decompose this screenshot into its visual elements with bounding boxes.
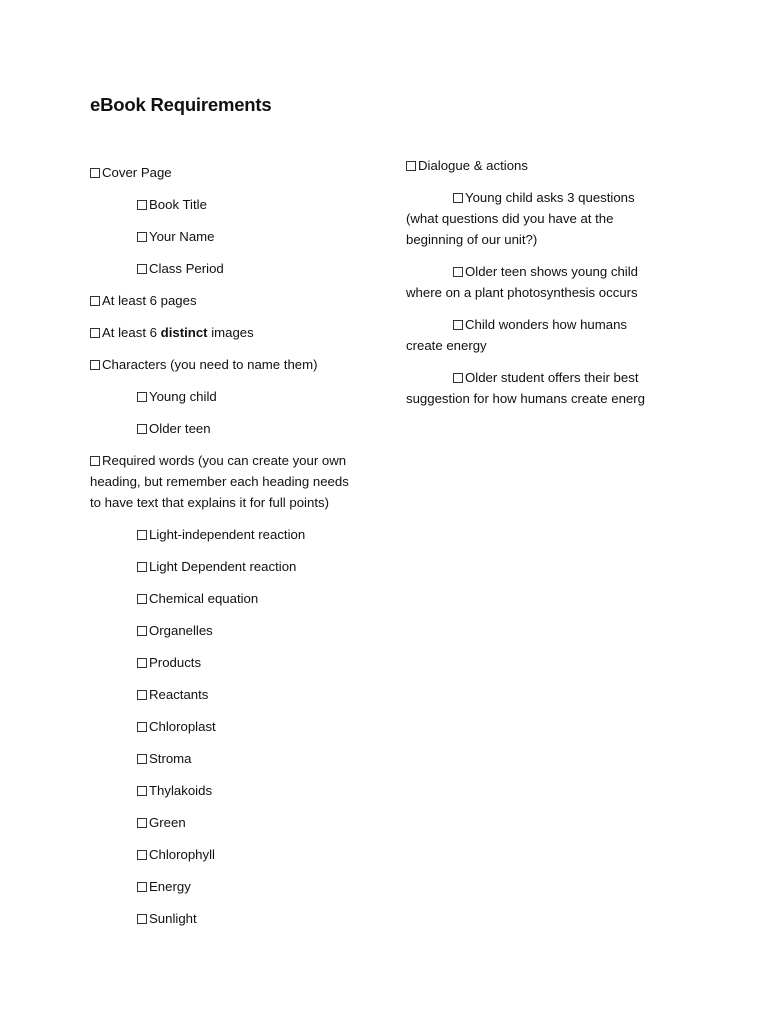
item-label: Light-independent reaction [149, 527, 306, 542]
item-label: Green [149, 815, 186, 830]
item-label-line-1: Older teen shows young child [465, 264, 639, 279]
checklist-item-sunlight [90, 908, 375, 929]
item-label: Young child [149, 389, 217, 404]
checkbox-icon[interactable] [453, 267, 463, 277]
checkbox-icon[interactable] [137, 722, 147, 732]
item-label: Energy [149, 879, 191, 894]
item-label-line-2: create energy [406, 338, 487, 353]
checkbox-icon[interactable] [137, 658, 147, 668]
checkbox-icon[interactable] [137, 424, 147, 434]
page-title: eBook Requirements [90, 94, 272, 115]
checklist-item-required-words [90, 450, 375, 513]
item-label-line-1: Older student offers their best [465, 370, 639, 385]
checkbox-icon[interactable] [137, 626, 147, 636]
item-label-line-2: where on a plant photosynthesis occurs [406, 285, 638, 300]
item-label-line-1: Child wonders how humans [465, 317, 627, 332]
checklist-item-your-name [90, 226, 375, 247]
checklist-item-light-independent [90, 524, 375, 545]
checklist-item-products [90, 652, 375, 673]
checklist-item-young-child-questions [406, 187, 671, 250]
item-label: At least 6 pages [102, 293, 197, 308]
checklist-item-energy [90, 876, 375, 897]
checkbox-icon[interactable] [137, 232, 147, 242]
checkbox-icon[interactable] [137, 594, 147, 604]
checklist-item-characters [90, 354, 375, 375]
item-label-line-1: Required words (you can create your own [102, 453, 347, 468]
checklist-item-class-period [90, 258, 375, 279]
item-label-prefix: At least 6 [102, 325, 161, 340]
checklist-item-student-suggestion [406, 367, 671, 409]
checkbox-icon[interactable] [137, 562, 147, 572]
checklist-item-dialogue [406, 155, 671, 176]
checkbox-icon[interactable] [137, 786, 147, 796]
item-label: Older teen [149, 421, 211, 436]
checkbox-icon[interactable] [137, 200, 147, 210]
checkbox-icon[interactable] [406, 161, 416, 171]
checklist-item-chlorophyll [90, 844, 375, 865]
checkbox-icon[interactable] [453, 320, 463, 330]
item-label: Stroma [149, 751, 192, 766]
item-label: Class Period [149, 261, 224, 276]
checkbox-icon[interactable] [137, 690, 147, 700]
checkbox-icon[interactable] [453, 193, 463, 203]
item-label: Cover Page [102, 165, 172, 180]
checklist-item-cover-page [90, 162, 375, 183]
checkbox-icon[interactable] [137, 530, 147, 540]
item-label: Chloroplast [149, 719, 216, 734]
checklist-item-chloroplast [90, 716, 375, 737]
checklist-item-stroma [90, 748, 375, 769]
checklist-item-green [90, 812, 375, 833]
checklist-item-young-child [90, 386, 375, 407]
checklist-item-teen-shows-photosynthesis [406, 261, 671, 303]
item-label-line-2: suggestion for how humans create energ [406, 391, 645, 406]
item-label: Light Dependent reaction [149, 559, 297, 574]
checklist-item-thylakoids [90, 780, 375, 801]
checkbox-icon[interactable] [453, 373, 463, 383]
item-label-line-2: (what questions did you have at the [406, 211, 614, 226]
checkbox-icon[interactable] [90, 360, 100, 370]
item-label: Chemical equation [149, 591, 259, 606]
checkbox-icon[interactable] [90, 296, 100, 306]
checklist-item-images [90, 322, 375, 343]
checklist-item-child-wonders-energy [406, 314, 671, 356]
item-label: Your Name [149, 229, 215, 244]
item-label: Reactants [149, 687, 209, 702]
item-label: Dialogue & actions [418, 158, 528, 173]
item-label: Thylakoids [149, 783, 213, 798]
checkbox-icon[interactable] [137, 850, 147, 860]
left-column [90, 162, 375, 940]
checkbox-icon[interactable] [90, 328, 100, 338]
checkbox-icon[interactable] [137, 264, 147, 274]
checklist-item-light-dependent [90, 556, 375, 577]
checklist-item-pages [90, 290, 375, 311]
item-label-line-3: beginning of our unit?) [406, 232, 538, 247]
checklist-item-reactants [90, 684, 375, 705]
checkbox-icon[interactable] [137, 914, 147, 924]
item-label-line-3: to have text that explains it for full points) [90, 495, 329, 510]
item-label: Book Title [149, 197, 207, 212]
checkbox-icon[interactable] [137, 392, 147, 402]
item-label-emphasis: distinct [160, 325, 208, 340]
checkbox-icon[interactable] [90, 456, 100, 466]
checkbox-icon[interactable] [137, 754, 147, 764]
checkbox-icon[interactable] [137, 818, 147, 828]
checkbox-icon[interactable] [90, 168, 100, 178]
right-column [406, 155, 671, 420]
item-label-suffix: images [207, 325, 254, 340]
checklist-item-older-teen [90, 418, 375, 439]
item-label: Organelles [149, 623, 213, 638]
item-label-line-1: Young child asks 3 questions [465, 190, 635, 205]
item-label: Products [149, 655, 202, 670]
item-label: Chlorophyll [149, 847, 215, 862]
item-label: Sunlight [149, 911, 197, 926]
checkbox-icon[interactable] [137, 882, 147, 892]
checklist-item-organelles [90, 620, 375, 641]
item-label: Characters (you need to name them) [102, 357, 318, 372]
checklist-item-chemical-equation [90, 588, 375, 609]
item-label-line-2: heading, but remember each heading needs [90, 474, 349, 489]
checklist-item-book-title [90, 194, 375, 215]
